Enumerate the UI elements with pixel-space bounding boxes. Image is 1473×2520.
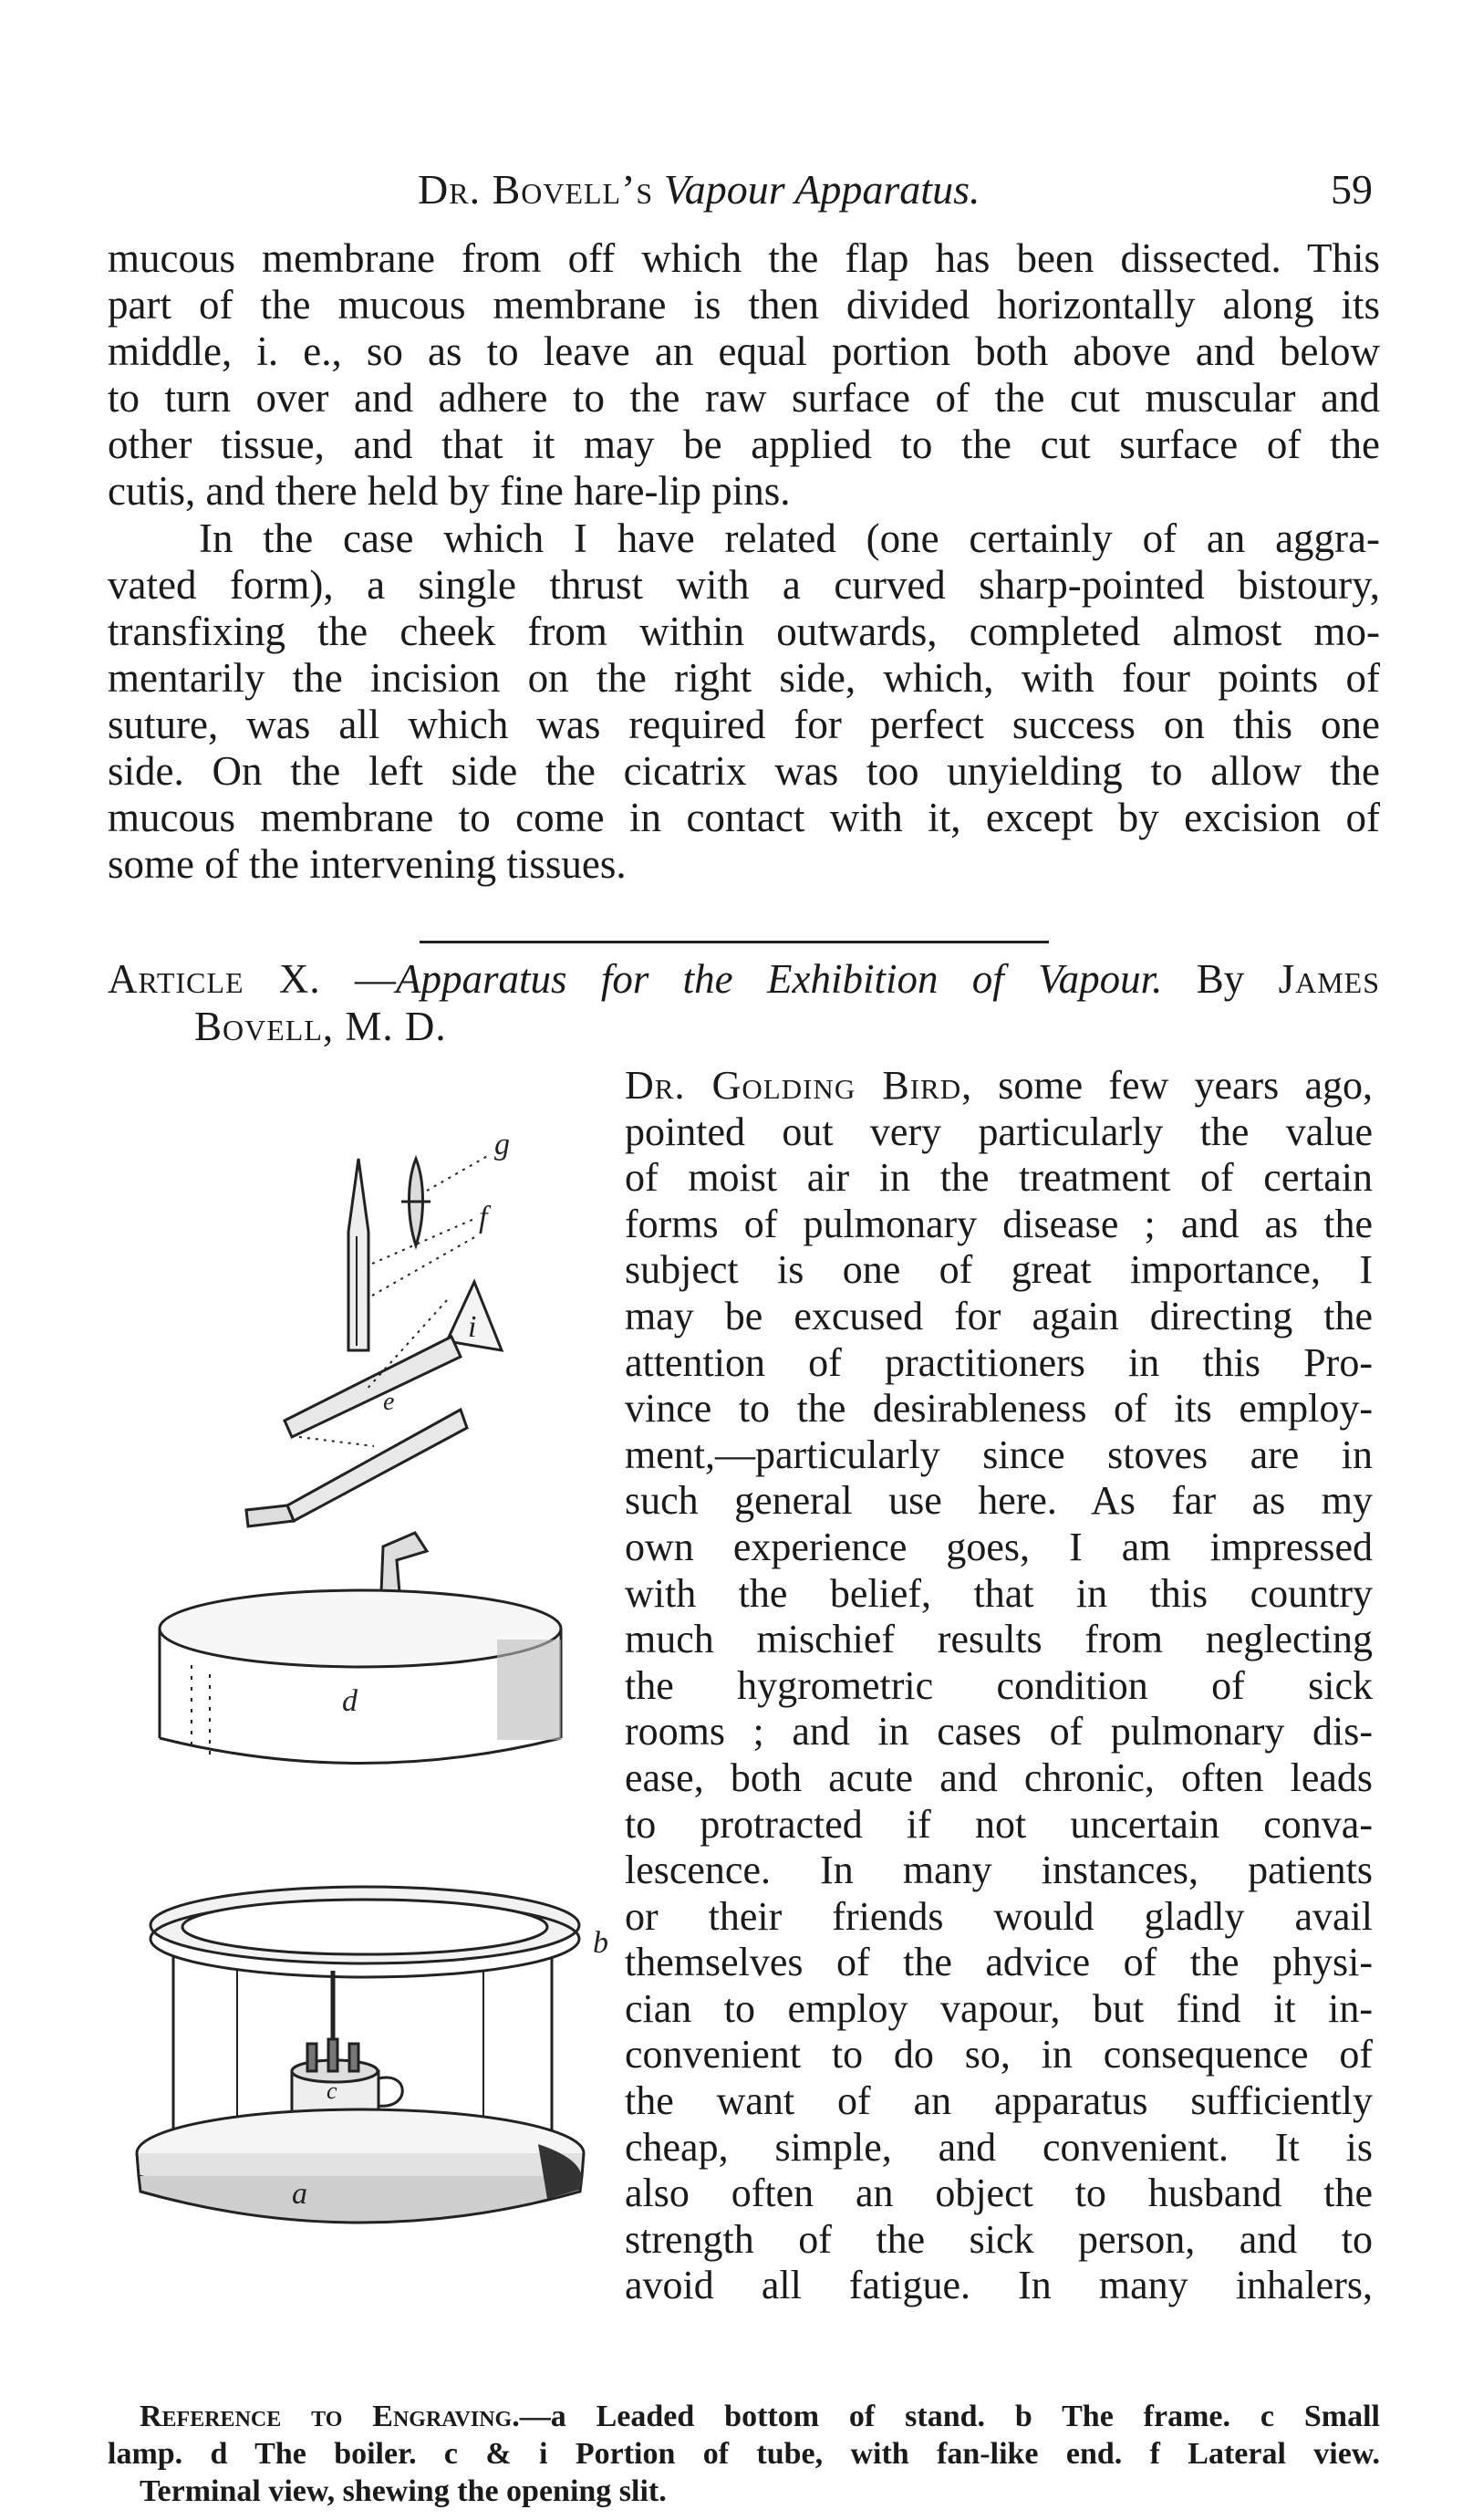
text-line: part of the mucous membrane is then divided horizontally along its [108,282,1380,328]
text-line: much mischief results from neglecting [625,1617,1373,1662]
text-line: convenient to do so, in consequence of [625,2032,1373,2077]
text-line: the hygrometric condition of sick [625,1662,1373,1708]
text-line: cheap, simple, and convenient. It is [625,2124,1373,2170]
article-body-column [625,1063,1373,2309]
text-line: avoid all fatigue. In many inhalers, [625,2263,1373,2308]
engraving-svg [137,1118,620,1811]
text-line: forms of pulmonary disease ; and as the [625,1201,1373,1246]
text-line: strength of the sick person, and to [625,2216,1373,2262]
text-line: subject is one of great importance, I [625,1247,1373,1293]
caption-line: lamp. d The boiler. c & i Portion of tube, with fan-like end. f Lateral view. [108,2437,1380,2471]
article-author-last: Bovell, M. D. [194,1004,447,1049]
text-line: ease, both acute and chronic, often leads [625,1755,1373,1800]
figure-label-a: a [292,2177,307,2211]
text-line: In the case which I have related (one certainly of an aggra- [199,515,1380,561]
running-title [418,162,980,217]
text-line: lescence. In many instances, patients [625,1848,1373,1893]
caption-line [108,2398,1380,2435]
text-fragment: some few years ago, [972,1063,1373,1108]
paragraph-case-report [108,515,1380,888]
figure-label-c: c [327,2077,337,2104]
article-heading [108,955,1380,1050]
running-title-author: Dr. Bovell’s [418,166,654,213]
running-header [108,162,1380,217]
text-line: some of the intervening tissues. [108,841,627,887]
text-line: middle, i. e., so as to leave an equal portion both above and below [108,328,1380,374]
article-title: Apparatus for the Exhibition of Vapour. [395,956,1163,1002]
figure-label-f: f [479,1201,488,1234]
text-line: to turn over and adhere to the raw surface of the cut muscular and [108,375,1380,421]
article-by: By [1196,956,1245,1002]
figure-label-g: g [494,1128,510,1161]
text-line: the want of an apparatus sufficiently [625,2078,1373,2124]
vapour-apparatus-engraving [137,1118,620,1811]
stand-engraving-svg [119,1870,629,2363]
text-line: or their friends would gladly avail [625,1893,1373,1939]
figure-label-b: b [593,1926,608,1960]
text-line: mucous membrane from off which the flap has been dissected. This [108,235,1380,281]
caption-text: —a Leaded bottom of stand. b The frame. c Small [519,2400,1381,2433]
figure-label-d: d [342,1684,358,1718]
text-line: own experience goes, I am impressed [625,1524,1373,1569]
text-line: transfixing the cheek from within outwards, completed almost mo- [108,609,1380,654]
text-line: to protracted if not uncertain conva- [625,1801,1373,1847]
text-line: cutis, and there held by fine hare-lip pins. [108,468,791,514]
article-label: Article X. [108,956,321,1002]
text-line: pointed out very particularly the value [625,1109,1373,1154]
text-line: rooms ; and in cases of pulmonary dis- [625,1709,1373,1755]
text-line: may be excused for again directing the [625,1293,1373,1338]
running-title-subject: Vapour Apparatus. [663,166,980,213]
section-divider [420,941,1049,943]
figure-label-i: i [468,1310,477,1344]
page-number: 59 [1331,166,1373,213]
text-line: such general use here. As far as my [625,1478,1373,1524]
text-line: vated form), a single thrust with a curved sharp-pointed bistoury, [108,562,1380,608]
text-line: ment,—particularly since stoves are in [625,1432,1373,1477]
caption-line: Terminal view, shewing the opening slit. [140,2474,667,2508]
text-line: with the belief, that in this country [625,1570,1373,1616]
text-line: cian to employ vapour, but find it in- [625,1985,1373,2031]
article-heading-line [108,1003,1380,1050]
text-line: other tissue, and that it may be applied to the cut surface of the [108,422,1380,467]
article-body-lead: Dr. Golding Bird, [625,1063,973,1108]
text-line: attention of practitioners in this Pro- [625,1339,1373,1385]
figure-label-e: e [383,1388,395,1416]
paragraph-continuation [108,235,1380,515]
caption-lead: Reference to Engraving. [140,2400,520,2433]
text-line: of moist air in the treatment of certain [625,1155,1373,1201]
text-line: side. On the left side the cicatrix was too unyielding to allow the [108,748,1380,794]
text-line: also often an object to husband the [625,2171,1373,2216]
text-line [625,1063,1373,1109]
text-line: suture, was all which was required for perfect success on this one [108,702,1380,747]
text-line: mucous membrane to come in contact with it, except by excision of [108,795,1380,840]
text-line: vince to the desirableness of its employ- [625,1386,1373,1432]
text-line: mentarily the incision on the right side, which, with four points of [108,655,1380,701]
article-heading-line [108,955,1380,1003]
engraving-caption [108,2398,1380,2510]
text-line: themselves of the advice of the physi- [625,1940,1373,1985]
article-dash: — [354,956,396,1002]
article-author-first: James [1278,956,1381,1002]
